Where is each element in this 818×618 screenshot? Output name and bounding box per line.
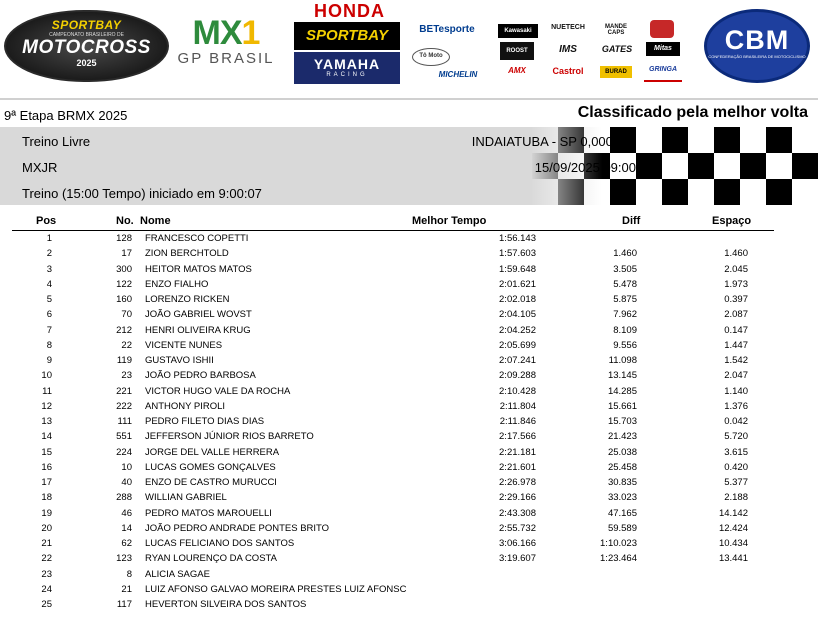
diff-cell: 11.098 [608, 355, 637, 366]
venue: INDAIATUBA - SP 0,000 Km [471, 134, 636, 149]
table-row [0, 507, 818, 522]
amx-logo: AMX [508, 66, 526, 75]
column-header-pos: Pos [36, 215, 57, 227]
best-lap-cell: 2:11.846 [499, 416, 536, 427]
position-cell: 6 [46, 309, 52, 321]
diff-cell: 8.109 [613, 324, 637, 336]
sportbay-sponsor-logo: SPORTBAY [294, 22, 400, 50]
position-cell: 24 [41, 583, 52, 595]
rider-name-cell: PEDRO FILETO DIAS DIAS [145, 416, 265, 427]
sponsor-banner [0, 0, 818, 92]
table-row [0, 400, 818, 415]
kawasaki-logo: Kawasaki [498, 24, 538, 38]
table-row [0, 247, 818, 262]
best-lap-cell: 2:21.181 [499, 446, 536, 458]
position-cell: 20 [41, 522, 52, 534]
race-class: MXJR [22, 160, 58, 175]
diff-cell: 25.458 [607, 461, 637, 473]
table-row [0, 430, 818, 445]
table-row [0, 293, 818, 308]
best-lap-cell: 2:17.566 [499, 431, 536, 443]
mitas-logo: Mitas [646, 42, 680, 56]
best-lap-cell: 2:55.732 [499, 522, 536, 534]
table-row [0, 537, 818, 552]
best-lap-cell: 2:26.978 [499, 477, 536, 488]
rider-number-cell: 300 [116, 263, 132, 275]
best-lap-cell: 2:05.699 [499, 339, 536, 351]
rider-name-cell: LUCAS GOMES GONÇALVES [145, 461, 276, 473]
diff-cell: 5.478 [613, 278, 637, 290]
rider-name-cell: FRANCESCO COPETTI [145, 233, 249, 244]
rider-name-cell: JOÃO PEDRO BARBOSA [145, 370, 256, 382]
rider-name-cell: HEITOR MATOS MATOS [145, 263, 252, 275]
column-header-nome: Nome [140, 215, 171, 227]
position-cell: 15 [41, 446, 52, 458]
gap-cell: 1.140 [724, 385, 748, 397]
position-cell: 23 [41, 568, 52, 580]
motocross-logo-text: MOTOCROSS [22, 37, 151, 58]
diff-cell: 21.423 [607, 431, 637, 443]
rider-number-cell: 111 [117, 416, 132, 427]
position-cell: 7 [46, 324, 52, 336]
tomoto-logo: Tô Moto [412, 48, 450, 66]
table-row [0, 278, 818, 293]
position-cell: 17 [41, 477, 52, 488]
rider-name-cell: LORENZO RICKEN [145, 294, 230, 305]
mx1-logo-mx: MX [192, 14, 242, 52]
best-lap-cell: 3:06.166 [499, 538, 536, 549]
gap-cell: 0.397 [724, 294, 748, 305]
best-lap-cell: 2:02.018 [499, 294, 536, 305]
betesporte-logo: BETesporte [419, 24, 475, 35]
best-lap-cell: 1:59.648 [499, 263, 536, 275]
diff-cell: 15.661 [607, 400, 637, 412]
rider-name-cell: ENZO DE CASTRO MURUCCI [145, 477, 277, 488]
roost-logo: ROOST [500, 42, 534, 60]
position-cell: 18 [41, 492, 52, 504]
gates-logo: GATES [601, 44, 633, 54]
rider-name-cell: HENRI OLIVEIRA KRUG [145, 324, 251, 336]
position-cell: 9 [46, 355, 52, 366]
rider-number-cell: 128 [116, 233, 132, 244]
rider-name-cell: ANTHONY PIROLI [145, 400, 226, 412]
position-cell: 5 [46, 294, 52, 305]
gap-cell: 0.147 [724, 324, 748, 336]
yamaha-logo-text: YAMAHA [313, 56, 381, 72]
best-lap-cell: 2:07.241 [499, 355, 536, 366]
session-type: Treino Livre [22, 134, 91, 149]
rider-name-cell: RYAN LOURENÇO DA COSTA [145, 553, 277, 565]
rider-number-cell: 17 [121, 248, 132, 260]
gap-cell: 1.542 [724, 355, 748, 366]
gap-cell: 12.424 [718, 522, 748, 534]
diff-cell: 3.505 [613, 263, 637, 275]
cbm-logo-subtitle: CONFEDERAÇÃO BRASILEIRA DE MOTOCICLISMO [708, 54, 806, 59]
table-row [0, 461, 818, 476]
gringa-logo: GRINGA [644, 66, 682, 82]
position-cell: 19 [41, 507, 52, 519]
results-table [0, 232, 818, 613]
rider-number-cell: 123 [116, 553, 132, 565]
rider-number-cell: 40 [121, 477, 132, 488]
position-cell: 2 [46, 248, 52, 260]
rider-name-cell: JEFFERSON JÚNIOR RIOS BARRETO [145, 431, 314, 443]
diff-cell: 9.556 [613, 339, 637, 351]
sportbay-motocross-logo [4, 10, 169, 82]
table-row [0, 308, 818, 323]
gap-cell: 3.615 [724, 446, 748, 458]
table-row [0, 583, 818, 598]
table-row [0, 415, 818, 430]
gap-cell: 10.434 [718, 538, 748, 549]
gap-cell: 1.460 [724, 248, 748, 260]
rider-number-cell: 10 [121, 461, 132, 473]
table-row [0, 491, 818, 506]
gap-cell: 13.441 [718, 553, 748, 565]
best-lap-cell: 2:29.166 [499, 492, 536, 504]
diff-cell: 33.023 [607, 492, 637, 504]
mx1-logo-one: 1 [241, 14, 260, 52]
diff-cell: 1:23.464 [600, 553, 637, 565]
diff-cell: 30.835 [607, 477, 637, 488]
position-cell: 8 [46, 339, 52, 351]
rider-name-cell: VICTOR HUGO VALE DA ROCHA [145, 385, 291, 397]
mx1-logo-text [176, 16, 276, 50]
position-cell: 3 [46, 263, 52, 275]
rider-name-cell: ENZO FIALHO [145, 278, 209, 290]
diff-cell: 1:10.023 [600, 538, 637, 549]
rider-name-cell: ZION BERCHTOLD [145, 248, 229, 260]
burad-logo: BURAD [600, 66, 632, 78]
best-lap-cell: 2:09.288 [499, 370, 536, 382]
table-row [0, 324, 818, 339]
rider-number-cell: 46 [121, 507, 132, 519]
gap-cell: 5.377 [724, 477, 748, 488]
rider-number-cell: 117 [116, 599, 132, 610]
honda-logo: HONDA [314, 1, 385, 21]
table-row [0, 522, 818, 537]
rider-name-cell: HEVERTON SILVEIRA DOS SANTOS [145, 599, 307, 610]
position-cell: 22 [41, 553, 52, 565]
rider-number-cell: 22 [121, 339, 132, 351]
rider-number-cell: 21 [121, 583, 132, 595]
position-cell: 14 [41, 431, 52, 443]
diff-cell: 59.589 [607, 522, 637, 534]
rider-number-cell: 62 [121, 538, 132, 549]
diff-cell: 13.145 [607, 370, 637, 382]
rider-name-cell: LUCAS FELICIANO DOS SANTOS [145, 538, 295, 549]
gap-cell: 2.045 [724, 263, 748, 275]
table-row [0, 354, 818, 369]
diff-cell: 1.460 [613, 248, 637, 260]
position-cell: 21 [41, 538, 52, 549]
rider-name-cell: JOÃO GABRIEL WOVST [145, 309, 252, 321]
mande-caps-logo: MANDE CAPS [605, 24, 627, 36]
rider-number-cell: 122 [116, 278, 132, 290]
diff-cell: 15.703 [607, 416, 637, 427]
table-row [0, 598, 818, 613]
rider-number-cell: 8 [126, 568, 132, 580]
best-lap-cell: 2:01.621 [499, 278, 536, 290]
gap-cell: 1.376 [724, 400, 748, 412]
rider-number-cell: 23 [121, 370, 132, 382]
best-lap-cell: 2:11.804 [499, 400, 536, 412]
cbm-logo-text: CBM [724, 25, 790, 55]
rider-name-cell: ALICIA SAGAE [145, 568, 210, 580]
gap-cell: 0.420 [724, 461, 748, 473]
best-lap-cell: 2:43.308 [499, 507, 536, 519]
mx1-gp-brasil-logo [176, 16, 276, 72]
gp-brasil-text: GP BRASIL [177, 50, 275, 67]
table-row [0, 552, 818, 567]
column-header-diff: Diff [622, 215, 641, 227]
position-cell: 16 [41, 461, 52, 473]
gap-cell: 1.447 [724, 339, 748, 351]
sportbay-logo-text: SPORTBAY [51, 18, 122, 32]
sportbay-logo-subtitle: CAMPEONATO BRASILEIRO DE [49, 32, 124, 38]
nuetech-logo: NUETECH [551, 24, 585, 31]
table-header-divider [12, 230, 774, 231]
best-lap-cell: 3:19.607 [499, 553, 536, 565]
best-lap-cell: 1:57.603 [499, 248, 536, 260]
best-lap-cell: 2:04.252 [499, 324, 536, 336]
position-cell: 25 [41, 599, 52, 610]
gap-cell: 1.973 [724, 278, 748, 290]
table-row [0, 263, 818, 278]
gap-cell: 0.042 [724, 416, 748, 427]
column-header-no: No. [116, 215, 134, 227]
diff-cell: 7.962 [613, 309, 637, 321]
michelin-logo: MICHELIN [438, 70, 478, 79]
table-row [0, 232, 818, 247]
diff-cell: 47.165 [607, 507, 637, 519]
rider-name-cell: JORGE DEL VALLE HERRERA [145, 446, 280, 458]
rider-name-cell: PEDRO MATOS MAROUELLI [145, 507, 272, 519]
table-row [0, 446, 818, 461]
gap-cell: 5.720 [724, 431, 748, 443]
gap-cell: 2.047 [724, 370, 748, 382]
rider-number-cell: 221 [116, 385, 132, 397]
cbm-logo [704, 9, 810, 83]
best-lap-cell: 2:10.428 [499, 385, 536, 397]
best-lap-cell: 1:56.143 [499, 233, 536, 244]
rider-name-cell: WILLIAN GABRIEL [145, 492, 227, 504]
diff-cell: 25.038 [607, 446, 637, 458]
position-cell: 10 [41, 370, 52, 382]
rider-number-cell: 119 [116, 355, 132, 366]
table-row [0, 339, 818, 354]
table-row [0, 385, 818, 400]
session-datetime: 15/09/2025 09:00 [534, 160, 636, 175]
diff-cell: 5.875 [613, 294, 637, 305]
rider-name-cell: VICENTE NUNES [145, 339, 223, 351]
rider-name-cell: GUSTAVO ISHII [145, 355, 214, 366]
castrol-logo: Castrol [552, 66, 584, 76]
rider-number-cell: 70 [121, 309, 132, 321]
position-cell: 1 [46, 233, 52, 244]
ims-logo: IMS [559, 44, 577, 55]
gap-cell: 2.188 [724, 492, 748, 504]
yamaha-logo [294, 52, 400, 84]
table-row [0, 369, 818, 384]
position-cell: 11 [42, 385, 52, 397]
session-info: Treino (15:00 Tempo) iniciado em 9:00:07 [22, 186, 262, 201]
position-cell: 12 [41, 400, 52, 412]
position-cell: 13 [41, 416, 52, 427]
rider-number-cell: 551 [116, 431, 132, 443]
gap-cell: 14.142 [718, 507, 748, 519]
column-header-melhor-tempo: Melhor Tempo [412, 215, 487, 227]
position-cell: 4 [46, 278, 52, 290]
classification-title: Classificado pela melhor volta [577, 104, 808, 121]
rider-name-cell: LUIZ AFONSO GALVAO MOREIRA PRESTES LUIZ AFONSC [145, 583, 407, 595]
rider-number-cell: 222 [116, 400, 132, 412]
diff-cell: 14.285 [607, 385, 637, 397]
rider-number-cell: 288 [116, 492, 132, 504]
best-lap-cell: 2:21.601 [499, 461, 536, 473]
bird-logo-icon [650, 20, 674, 38]
rider-number-cell: 212 [116, 324, 132, 336]
rider-number-cell: 224 [116, 446, 132, 458]
gap-cell: 2.087 [724, 309, 748, 321]
logo-year: 2025 [76, 58, 97, 68]
yamaha-racing-text: RACING [326, 72, 368, 78]
event-stage: 9ª Etapa BRMX 2025 [4, 108, 128, 123]
column-header-espaco: Espaço [712, 215, 752, 227]
table-row [0, 476, 818, 491]
rider-name-cell: JOÃO PEDRO ANDRADE PONTES BRITO [145, 522, 330, 534]
rider-number-cell: 14 [121, 522, 132, 534]
rider-number-cell: 160 [116, 294, 132, 305]
best-lap-cell: 2:04.105 [499, 309, 536, 321]
banner-divider [0, 98, 818, 100]
table-row [0, 568, 818, 583]
